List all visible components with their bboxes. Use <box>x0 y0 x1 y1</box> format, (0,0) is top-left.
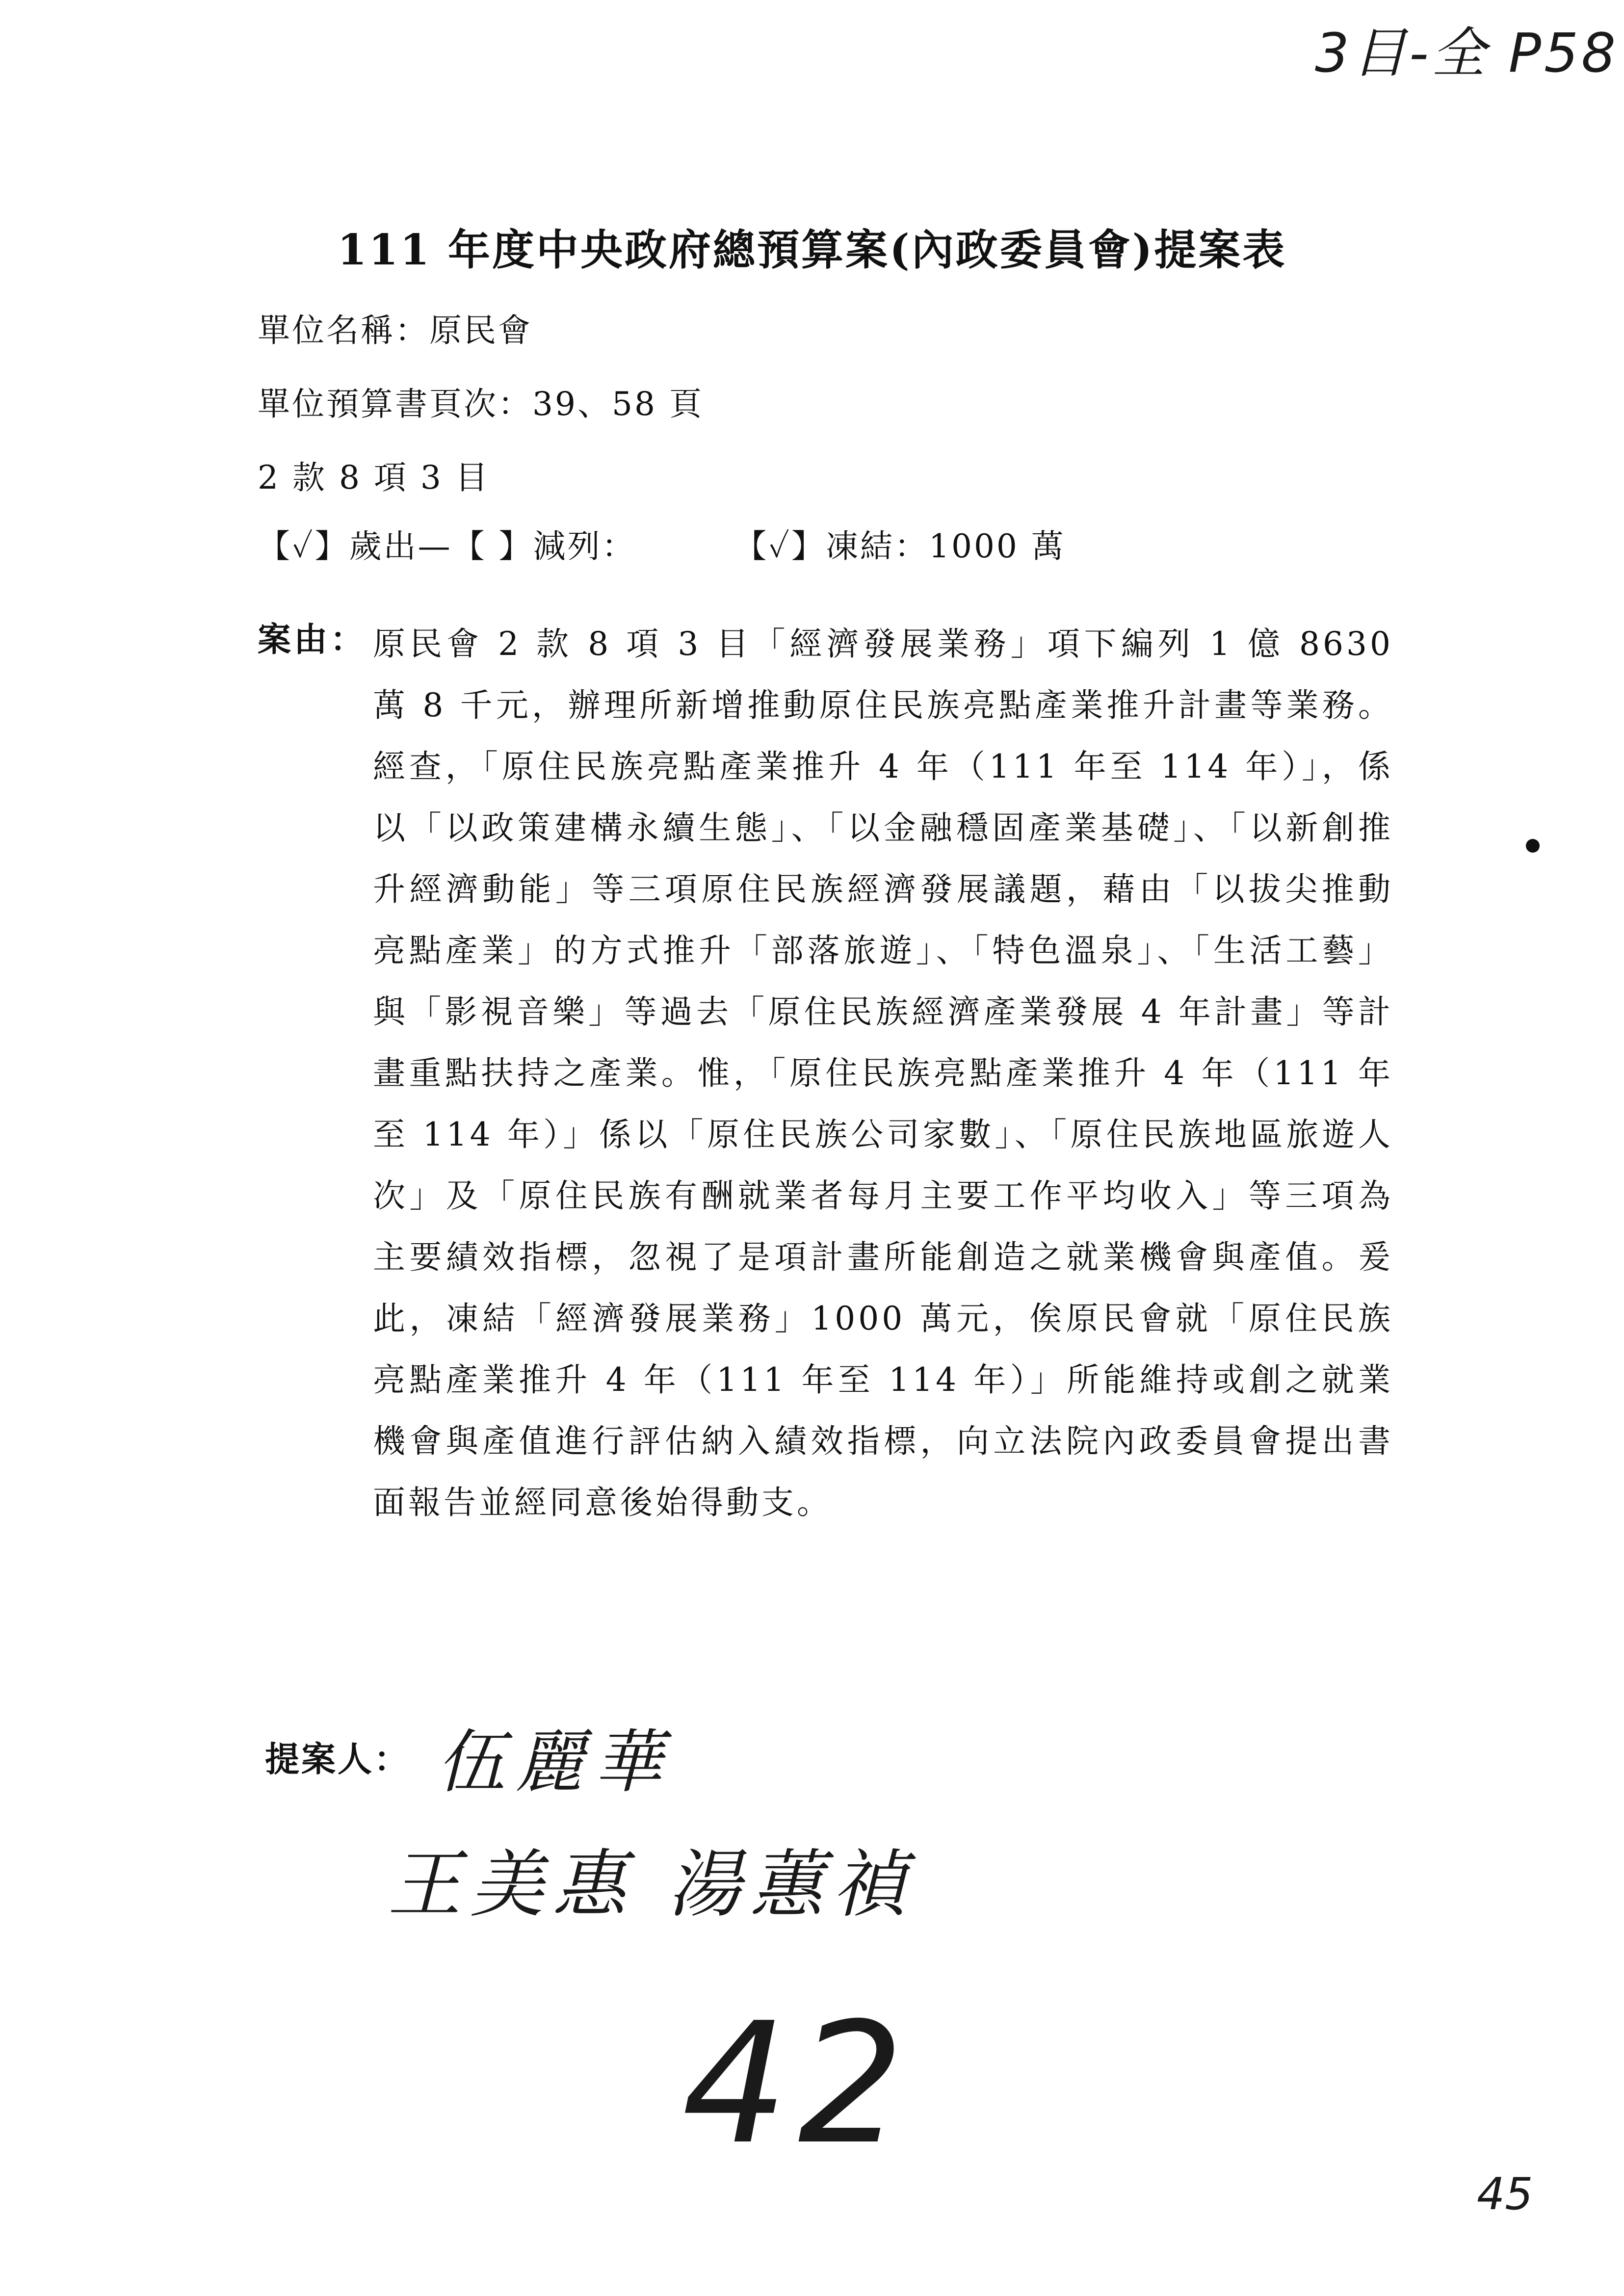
signature-1: 伍麗華 <box>437 1722 673 1802</box>
handwritten-number: 42 <box>682 1987 914 2181</box>
corner-reference-note: 3目-全 P58 <box>1315 22 1619 84</box>
signature-3: 湯蕙禎 <box>667 1842 915 1928</box>
page-number: 45 <box>1477 2168 1533 2220</box>
reason-text: 原民會 2 款 8 項 3 目「經濟發展業務」項下編列 1 億 8630 萬 8 千元，辦理所新增推動原住民族亮點產業推升計畫等業務。經查，「原住民族亮點產業推升 4 年（111 年至 114 年）」，係以「以政策建構永續生態」、「以金融穩固產業基礎」、「以新創推升經濟動能」等三項原住民族經濟發展議題，藉由「以拔尖推動亮點產業」的方式推升「部落旅遊」、「特色溫泉」、「生活工藝」與「影視音樂」等過去「原住民族經濟產業發展 4 年計畫」等計畫重點扶持之產業。惟，「原住民族亮點產業推升 4 年（111 年至 114 年）」係以「原住民族公司家數」、「原住民族地區旅遊人次」及「原住民族有酬就業者每月主要工作平均收入」等三項為主要績效指標，忽視了是項計畫所能創造之就業機會與產值。爰此，凍結「經濟發展業務」1000 萬元，俟原民會就「原住民族亮點產業推升 4 年（111 年至 114 年）」所能維持或創之就業機會與產值進行評估納入績效指標，向立法院內政委員會提出書面報告並經同意後始得動支。 <box>373 625 1393 1521</box>
signature-2: 王美惠 <box>388 1842 635 1928</box>
page-title: 111 年度中央政府總預算案(內政委員會)提案表 <box>337 225 1287 275</box>
unit-name: 單位名稱：原民會 <box>258 312 532 349</box>
budget-item-code: 2 款 8 項 3 目 <box>258 459 490 496</box>
stray-dot-mark <box>1526 839 1540 853</box>
reason-label: 案由： <box>258 620 367 659</box>
budget-book-pages: 單位預算書頁次：39、58 頁 <box>258 385 704 423</box>
proposer-label: 提案人： <box>265 1739 410 1779</box>
action-checkboxes-line: 【✓】歲出—【 】減列： 【✓】凍結：1000 萬 <box>258 527 1066 565</box>
